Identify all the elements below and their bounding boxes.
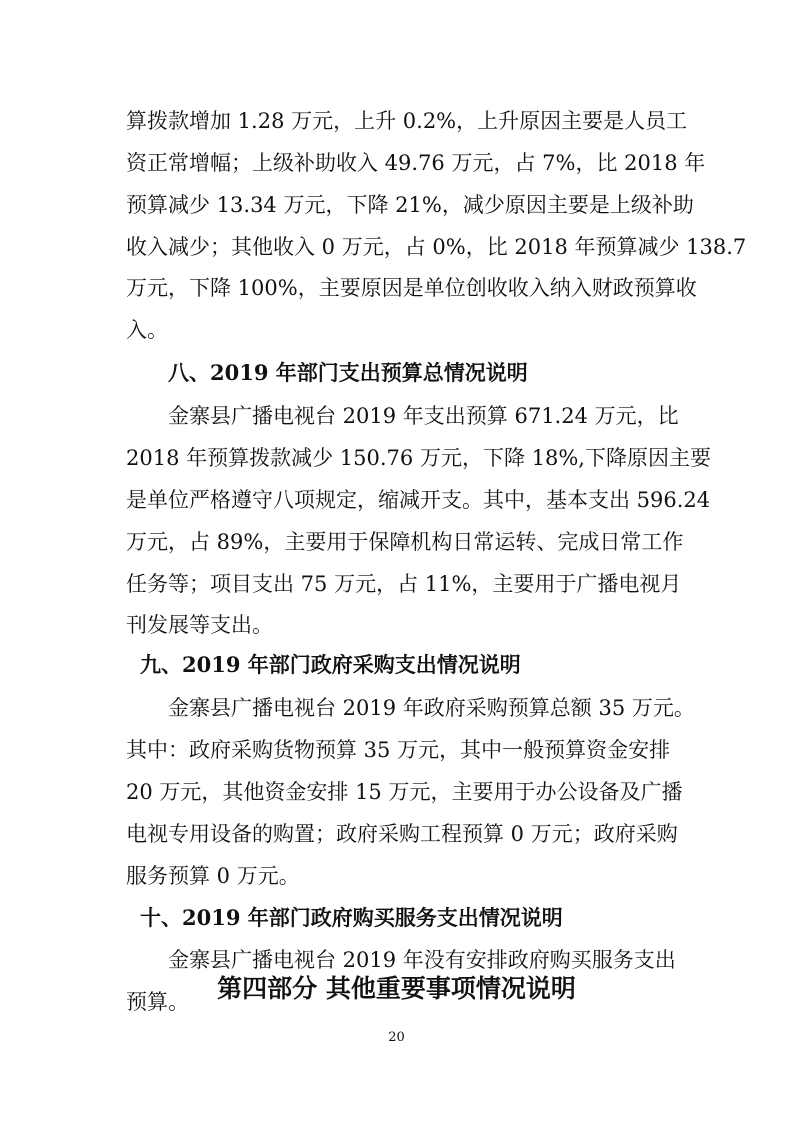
paragraph-line: 万元，下降 100%，主要原因是单位创收收入纳入财政预算收 (126, 276, 697, 300)
paragraph-line: 金寨县广播电视台 2019 年支出预算 671.24 万元，比 (168, 404, 679, 428)
paragraph-line: 刊发展等支出。 (126, 613, 273, 637)
paragraph-line: 预算。 (126, 990, 189, 1014)
part-title: 第四部分 其他重要事项情况说明 (217, 974, 576, 1003)
paragraph-line: 其中：政府采购货物预算 35 万元，其中一般预算资金安排 (126, 738, 671, 762)
paragraph-line: 电视专用设备的购置；政府采购工程预算 0 万元；政府采购 (126, 822, 678, 846)
section-heading: 八、2019 年部门支出预算总情况说明 (168, 360, 528, 385)
paragraph-line: 算拨款增加 1.28 万元，上升 0.2%，上升原因主要是人员工 (126, 109, 688, 133)
paragraph-line: 万元，占 89%，主要用于保障机构日常运转、完成日常工作 (126, 530, 684, 554)
paragraph-line: 金寨县广播电视台 2019 年政府采购预算总额 35 万元。 (168, 696, 695, 720)
paragraph-line: 20 万元，其他资金安排 15 万元，主要用于办公设备及广播 (126, 780, 683, 804)
section-heading: 九、2019 年部门政府采购支出情况说明 (140, 652, 521, 677)
paragraph-line: 入。 (126, 318, 168, 342)
section-heading: 十、2019 年部门政府购买服务支出情况说明 (140, 905, 563, 930)
paragraph-line: 收入减少；其他收入 0 万元，占 0%，比 2018 年预算减少 138.7 (126, 235, 747, 259)
paragraph-line: 服务预算 0 万元。 (126, 864, 300, 888)
paragraph-line: 资正常增幅；上级补助收入 49.76 万元，占 7%，比 2018 年 (126, 151, 706, 175)
paragraph-line: 预算减少 13.34 万元，下降 21%，减少原因主要是上级补助 (126, 193, 694, 217)
paragraph-line: 金寨县广播电视台 2019 年没有安排政府购买服务支出 (168, 948, 676, 972)
paragraph-line: 是单位严格遵守八项规定，缩减开支。其中，基本支出 596.24 (126, 488, 711, 512)
paragraph-line: 2018 年预算拨款减少 150.76 万元，下降 18%,下降原因主要 (126, 446, 711, 470)
paragraph-line: 任务等；项目支出 75 万元，占 11%，主要用于广播电视月 (126, 572, 682, 596)
page-number: 20 (388, 1030, 405, 1045)
